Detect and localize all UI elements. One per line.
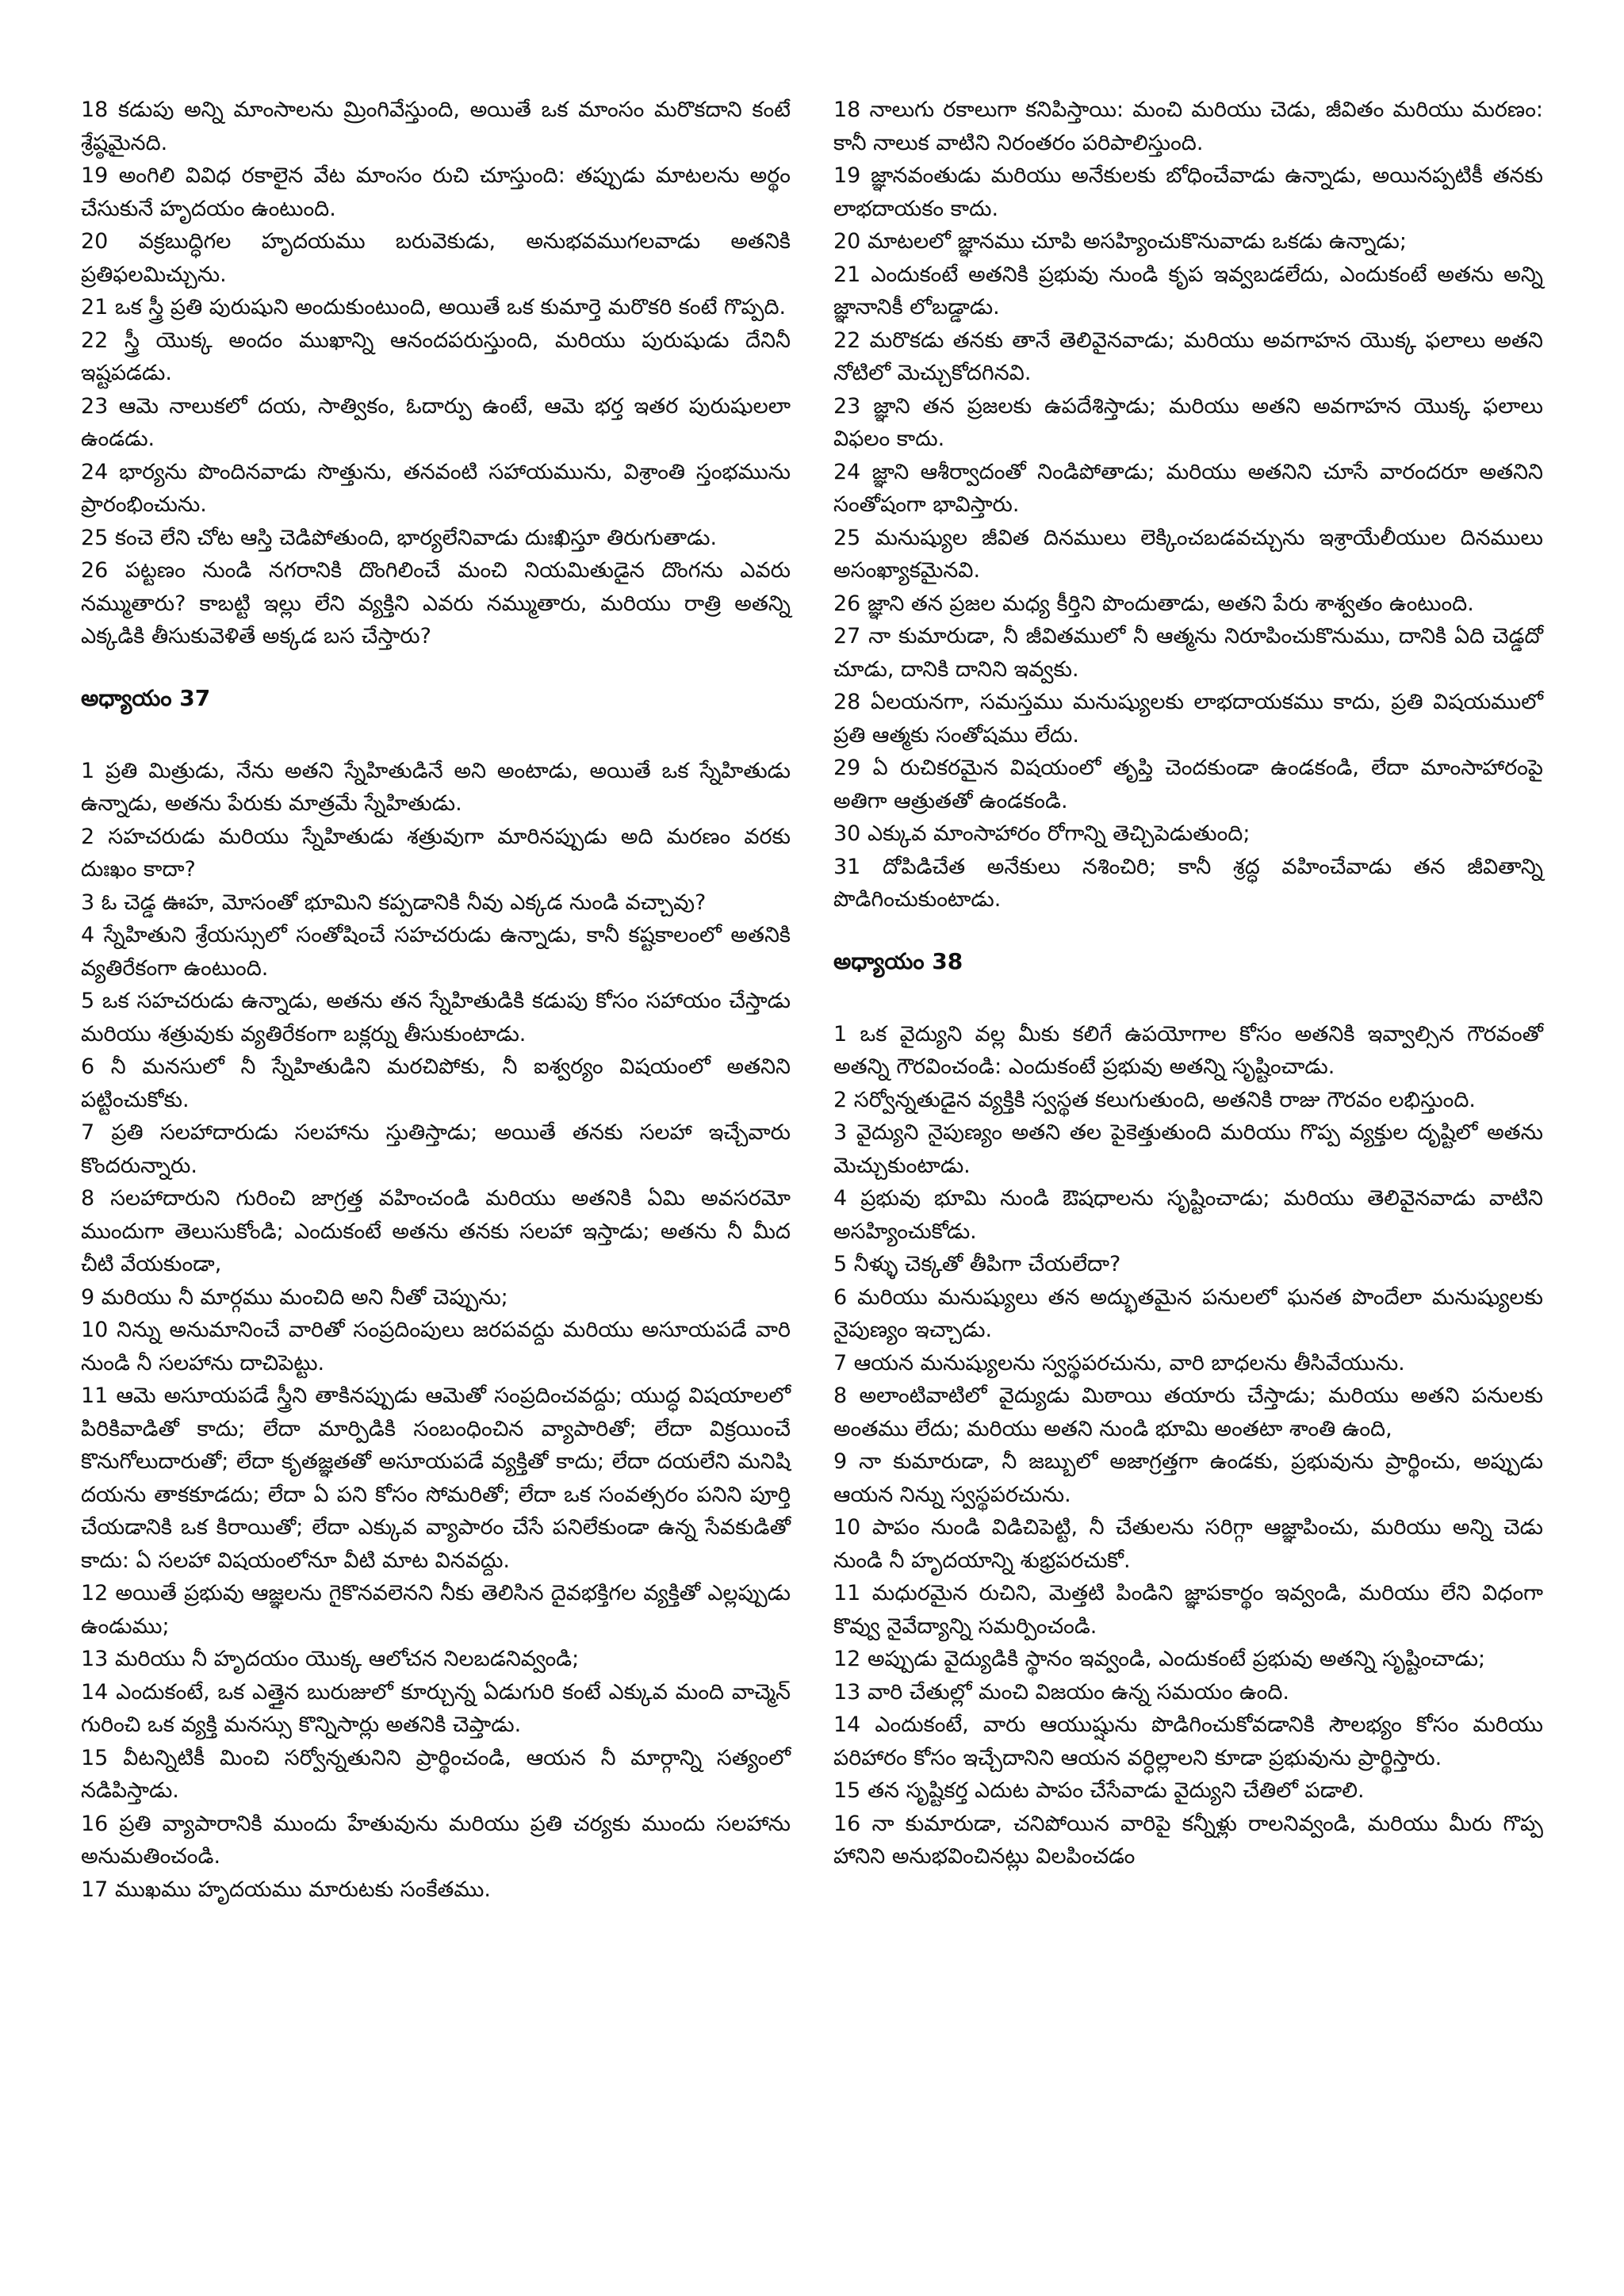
verse: 14 ఎందుకంటే, వారు ఆయుష్షును పొడిగించుకోవడానికి సౌలభ్యం కోసం మరియు పరిహారం కోసం ఇచ్చేదానిని ఆయన వర్ధిల్లాలని కూడా ప్రభువును ప్రార్థిస్తారు. [833, 1712, 1543, 1770]
left-column [81, 94, 791, 2250]
verse: 1 ఒక వైద్యుని వల్ల మీకు కలిగే ఉపయోగాల కోసం అతనికి ఇవ్వాల్సిన గౌరవంతో అతన్ని గౌరవించండి: ఎందుకంటే ప్రభువు అతన్ని సృష్టించాడు. [833, 1021, 1543, 1079]
chapter-36-verses-group [81, 94, 791, 653]
verse: 16 ప్రతి వ్యాపారానికి ముందు హేతువును మరియు ప్రతి చర్యకు ముందు సలహాను అనుమతించండి. [81, 1811, 791, 1869]
verse: 28 ఏలయనగా, సమస్తము మనుష్యులకు లాభదాయకము కాదు, ప్రతి విషయములో ప్రతి ఆత్మకు సంతోషము లేదు. [833, 690, 1543, 748]
verse: 7 ప్రతి సలహాదారుడు సలహాను స్తుతిస్తాడు; అయితే తనకు సలహా ఇచ్చేవారు కొందరున్నారు. [81, 1120, 791, 1178]
verse: 4 ప్రభువు భూమి నుండి ఔషధాలను సృష్టించాడు; మరియు తెలివైనవాడు వాటిని అసహ్యించుకోడు. [833, 1186, 1543, 1244]
verse: 3 వైద్యుని నైపుణ్యం అతని తల పైకెత్తుతుంది మరియు గొప్ప వ్యక్తుల దృష్టిలో అతను మెచ్చుకుంటాడు. [833, 1120, 1543, 1178]
verse: 26 పట్టణం నుండి నగరానికి దొంగిలించే మంచి నియమితుడైన దొంగను ఎవరు నమ్ముతారు? కాబట్టి ఇల్లు లేని వ్యక్తిని ఎవరు నమ్ముతారు, మరియు రాత్రి అతన్ని ఎక్కడికి తీసుకువెళితే అక్కడ బస చేస్తారు? [81, 558, 791, 649]
verse: 4 స్నేహితుని శ్రేయస్సులో సంతోషించే సహచరుడు ఉన్నాడు, కానీ కష్టకాలంలో అతనికి వ్యతిరేకంగా ఉంటుంది. [81, 923, 791, 981]
verse: 13 వారి చేతుల్లో మంచి విజయం ఉన్న సమయం ఉంది. [833, 1679, 1290, 1705]
verse: 22 స్త్రీ యొక్క అందం ముఖాన్ని ఆనందపరుస్తుంది, మరియు పురుషుడు దేనినీ ఇష్టపడడు. [81, 327, 791, 385]
verse: 11 ఆమె అసూయపడే స్త్రీని తాకినప్పుడు ఆమెతో సంప్రదించవద్దు; యుద్ధ విషయాలలో పిరికివాడితో కాదు; లేదా మార్పిడికి సంబంధించిన వ్యాపారితో; లేదా విక్రయించే కొనుగోలుదారుతో; లేదా కృతజ్ఞతతో అసూయపడే వ్యక్తితో కాదు; లేదా దయలేని మనిషి దయను తాకకూడదు; లేదా ఏ పని కోసం సోమరితో; లేదా ఒక సంవత్సరం పనిని పూర్తి చేయడానికి ఒక కిరాయితో; లేదా ఎక్కువ వ్యాపారం చేసే పనిలేకుండా ఉన్న సేవకుడితో కాదు: ఏ సలహా విషయంలోనూ వీటి మాట వినవద్దు. [81, 1383, 791, 1573]
chapter-38-heading: అధ్యాయం 38 [833, 947, 963, 974]
verse: 25 కంచె లేని చోట ఆస్తి చెడిపోతుంది, భార్యలేనివాడు దుఃఖిస్తూ తిరుగుతాడు. [81, 525, 718, 550]
verse: 25 మనుష్యుల జీవిత దినములు లెక్కించబడవచ్చును ఇశ్రాయేలీయుల దినములు అసంఖ్యాకమైనవి. [833, 525, 1543, 583]
verse: 2 సర్వోన్నతుడైన వ్యక్తికి స్వస్థత కలుగుతుంది, అతనికి రాజు గౌరవం లభిస్తుంది. [833, 1087, 1476, 1112]
verse: 12 అప్పుడు వైద్యుడికి స్థానం ఇవ్వండి, ఎందుకంటే ప్రభువు అతన్ని సృష్టించాడు; [833, 1647, 1486, 1671]
verse: 19 జ్ఞానవంతుడు మరియు అనేకులకు బోధించేవాడు ఉన్నాడు, అయినప్పటికీ తనకు లాభదాయకం కాదు. [833, 163, 1543, 221]
verse: 3 ఓ చెడ్డ ఊహ, మోసంతో భూమిని కప్పడానికి నీవు ఎక్కడ నుండి వచ్చావు? [81, 890, 707, 915]
verse: 8 అలాంటివాటిలో వైద్యుడు మిఠాయి తయారు చేస్తాడు; మరియు అతని పనులకు అంతము లేదు; మరియు అతని నుండి భూమి అంతటా శాంతి ఉంది, [833, 1383, 1543, 1441]
verse: 31 దోపిడిచేత అనేకులు నశించిరి; కానీ శ్రద్ధ వహించేవాడు తన జీవితాన్ని పొడిగించుకుంటాడు. [833, 854, 1543, 912]
verse: 23 జ్ఞాని తన ప్రజలకు ఉపదేశిస్తాడు; మరియు అతని అవగాహన యొక్క ఫలాలు విఫలం కాదు. [833, 393, 1543, 451]
verse: 2 సహచరుడు మరియు స్నేహితుడు శత్రువుగా మారినప్పుడు అది మరణం వరకు దుఃఖం కాదా? [81, 824, 791, 882]
chapter-37-verses-group [81, 755, 791, 1907]
verse: 20 మాటలలో జ్ఞానము చూపి అసహ్యించుకొనువాడు ఒకడు ఉన్నాడు; [833, 229, 1407, 254]
verse: 19 అంగిలి వివిధ రకాలైన వేట మాంసం రుచి చూస్తుంది: తప్పుడు మాటలను అర్థం చేసుకునే హృదయం ఉంటుంది. [81, 163, 791, 221]
verse: 1 ప్రతి మిత్రుడు, నేను అతని స్నేహితుడినే అని అంటాడు, అయితే ఒక స్నేహితుడు ఉన్నాడు, అతను పేరుకు మాత్రమే స్నేహితుడు. [81, 758, 791, 816]
verse: 27 నా కుమారుడా, నీ జీవితములో నీ ఆత్మను నిరూపించుకొనుము, దానికి ఏది చెడ్డదో చూడు, దానికి దానిని ఇవ్వకు. [833, 624, 1543, 682]
verse: 8 సలహాదారుని గురించి జాగ్రత్త వహించండి మరియు అతనికి ఏమి అవసరమో ముందుగా తెలుసుకోండి; ఎందుకంటే అతను తనకు సలహా ఇస్తాడు; అతను నీ మీద చీటి వేయకుండా, [81, 1186, 791, 1276]
verse: 15 వీటన్నిటికీ మించి సర్వోన్నతునిని ప్రార్థించండి, ఆయన నీ మార్గాన్ని సత్యంలో నడిపిస్తాడు. [81, 1745, 791, 1803]
verse: 21 ఎందుకంటే అతనికి ప్రభువు నుండి కృప ఇవ్వబడలేదు, ఎందుకంటే అతను అన్ని జ్ఞానానికీ లోబడ్డాడు. [833, 262, 1543, 320]
verse: 22 మరొకడు తనకు తానే తెలివైనవాడు; మరియు అవగాహన యొక్క ఫలాలు అతని నోటిలో మెచ్చుకోదగినవి. [833, 327, 1543, 385]
verse: 16 నా కుమారుడా, చనిపోయిన వారిపై కన్నీళ్లు రాలనివ్వండి, మరియు మీరు గొప్ప హానిని అనుభవించినట్లు విలపించడం [833, 1811, 1543, 1869]
verse: 12 అయితే ప్రభువు ఆజ్ఞలను గైకొనవలెనని నీకు తెలిసిన దైవభక్తిగల వ్యక్తితో ఎల్లప్పుడు ఉండుము; [81, 1581, 791, 1639]
verse: 9 మరియు నీ మార్గము మంచిది అని నీతో చెప్పును; [81, 1284, 508, 1310]
chapter-37-heading: అధ్యాయం 37 [81, 684, 211, 711]
verse: 10 పాపం నుండి విడిచిపెట్టి, నీ చేతులను సరిగ్గా ఆజ్ఞాపించు, మరియు అన్ని చెడు నుండి నీ హృదయాన్ని శుభ్రపరచుకో. [833, 1515, 1543, 1573]
verse: 6 నీ మనసులో నీ స్నేహితుడిని మరచిపోకు, నీ ఐశ్వర్యం విషయంలో అతనిని పట్టించుకోకు. [81, 1054, 791, 1112]
right-column [833, 94, 1543, 2250]
verse: 15 తన సృష్టికర్త ఎదుట పాపం చేసేవాడు వైద్యుని చేతిలో పడాలి. [833, 1778, 1365, 1803]
verse: 20 వక్రబుద్ధిగల హృదయము బరువెకుడు, అనుభవముగలవాడు అతనికి ప్రతిఫలమిచ్చును. [81, 229, 791, 287]
verse: 14 ఎందుకంటే, ఒక ఎత్తైన బురుజులో కూర్చున్న ఏడుగురి కంటే ఎక్కువ మంది వాచ్మెన్ గురించి ఒక వ్యక్తి మనస్సు కొన్నిసార్లు అతనికి చెప్తాడు. [81, 1679, 791, 1737]
verse: 21 ఒక స్త్రీ ప్రతి పురుషుని అందుకుంటుంది, అయితే ఒక కుమార్తె మరొకరి కంటే గొప్పది. [81, 295, 787, 320]
verse: 10 నిన్ను అనుమానించే వారితో సంప్రదింపులు జరపవద్దు మరియు అసూయపడే వారి నుండి నీ సలహాను దాచిపెట్టు. [81, 1318, 791, 1376]
verse: 24 జ్ఞాని ఆశీర్వాదంతో నిండిపోతాడు; మరియు అతనిని చూసే వారందరూ అతనిని సంతోషంగా భావిస్తారు. [833, 459, 1543, 517]
verse: 5 నీళ్ళు చెక్కతో తీపిగా చేయలేదా? [833, 1252, 1121, 1276]
verse: 7 ఆయన మనుష్యులను స్వస్థపరచును, వారి బాధలను తీసివేయును. [833, 1350, 1405, 1376]
document-page [81, 94, 1543, 2250]
verse: 18 కడుపు అన్ని మాంసాలను మ్రింగివేస్తుంది, అయితే ఒక మాంసం మరొకదాని కంటే శ్రేష్ఠమైనది. [81, 98, 791, 155]
chapter-38-verses-group [833, 1018, 1543, 1873]
verse: 6 మరియు మనుష్యులు తన అద్భుతమైన పనులలో ఘనత పొందేలా మనుష్యులకు నైపుణ్యం ఇచ్చాడు. [833, 1284, 1543, 1342]
verse: 13 మరియు నీ హృదయం యొక్క ఆలోచన నిలబడనివ్వండి; [81, 1647, 580, 1671]
verse: 9 నా కుమారుడా, నీ జబ్బులో అజాగ్రత్తగా ఉండకు, ప్రభువును ప్రార్థించు, అప్పుడు ఆయన నిన్ను స్వస్థపరచును. [833, 1449, 1543, 1507]
verse: 29 ఏ రుచికరమైన విషయంలో తృప్తి చెందకుండా ఉండకండి, లేదా మాంసాహారంపై అతిగా ఆత్రుతతో ఉండకండి. [833, 756, 1543, 813]
chapter-37-continued-verses-group [833, 94, 1543, 916]
verse: 5 ఒక సహచరుడు ఉన్నాడు, అతను తన స్నేహితుడికి కడుపు కోసం సహాయం చేస్తాడు మరియు శత్రువుకు వ్యతిరేకంగా బక్లర్ను తీసుకుంటాడు. [81, 989, 791, 1047]
verse: 18 నాలుగు రకాలుగా కనిపిస్తాయి: మంచి మరియు చెడు, జీవితం మరియు మరణం: కానీ నాలుక వాటిని నిరంతరం పరిపాలిస్తుంది. [833, 98, 1543, 155]
verse: 17 ముఖము హృదయము మారుటకు సంకేతము. [81, 1877, 491, 1902]
verse: 24 భార్యను పొందినవాడు సొత్తును, తనవంటి సహాయమును, విశ్రాంతి స్తంభమును ప్రారంభించును. [81, 459, 791, 517]
verse: 26 జ్ఞాని తన ప్రజల మధ్య కీర్తిని పొందుతాడు, అతని పేరు శాశ్వతం ఉంటుంది. [833, 591, 1474, 616]
verse: 11 మధురమైన రుచిని, మెత్తటి పిండిని జ్ఞాపకార్థం ఇవ్వండి, మరియు లేని విధంగా కొవ్వు నైవేద్యాన్ని సమర్పించండి. [833, 1581, 1543, 1639]
verse: 23 ఆమె నాలుకలో దయ, సాత్వికం, ఓదార్పు ఉంటే, ఆమె భర్త ఇతర పురుషులలా ఉండడు. [81, 393, 791, 451]
verse: 30 ఎక్కువ మాంసాహారం రోగాన్ని తెచ్చిపెడుతుంది; [833, 821, 1251, 846]
